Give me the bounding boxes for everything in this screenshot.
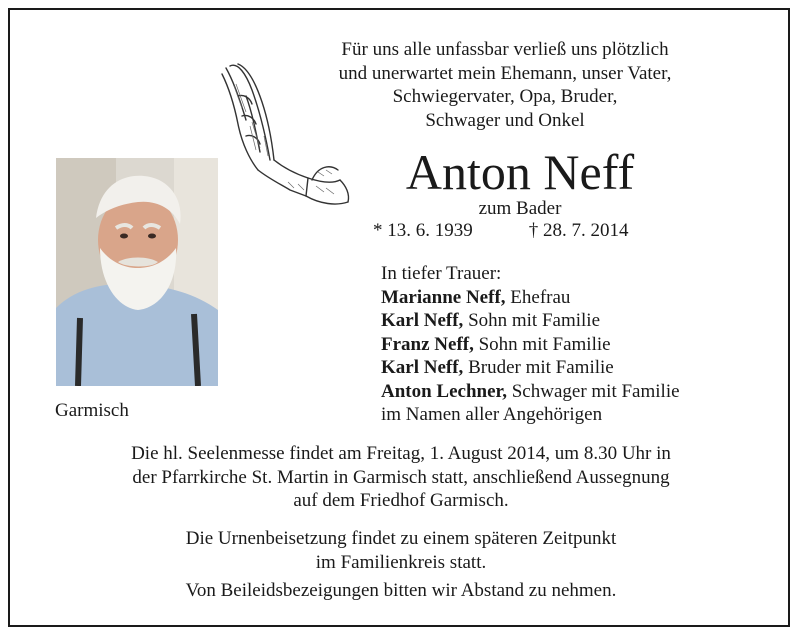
funeral-mass-info bbox=[30, 442, 772, 513]
condolence-line: Von Beileidsbezeigungen bitten wir Abstand zu nehmen. bbox=[185, 580, 617, 601]
mourner-relation: Schwager mit Familie bbox=[506, 380, 680, 402]
mourners-list bbox=[381, 262, 680, 427]
intro-line: Für uns alle unfassbar verließ uns plötzlich bbox=[341, 39, 669, 60]
mourner-row bbox=[381, 380, 680, 404]
mourner-relation: Bruder mit Familie bbox=[463, 357, 614, 378]
life-dates bbox=[373, 219, 629, 243]
birth-date: * 13. 6. 1939 bbox=[373, 220, 473, 241]
mass-line: auf dem Friedhof Garmisch. bbox=[293, 490, 509, 511]
urn-line: Die Urnenbeisetzung findet zu einem späteren Zeitpunkt bbox=[185, 528, 617, 549]
portrait-photo bbox=[56, 158, 218, 386]
praying-hands-icon bbox=[208, 56, 358, 216]
mourner-row bbox=[381, 356, 680, 380]
mourner-name: Anton Lechner, bbox=[381, 380, 507, 402]
mourner-name: Marianne Neff, bbox=[381, 286, 506, 308]
mourner-name: Franz Neff, bbox=[381, 333, 474, 355]
condolence-note bbox=[30, 579, 772, 603]
urn-burial-info bbox=[30, 527, 772, 574]
mourner-name: Karl Neff, bbox=[381, 310, 464, 331]
intro-line: Schwiegervater, Opa, Bruder, bbox=[392, 86, 618, 107]
mourner-row bbox=[381, 286, 680, 310]
mourner-relation: Sohn mit Familie bbox=[473, 333, 611, 355]
intro-line: und unerwartet mein Ehemann, unser Vater, bbox=[338, 62, 672, 84]
place-label: Garmisch bbox=[55, 400, 129, 421]
mass-line: Die hl. Seelenmesse findet am Freitag, 1. August 2014, um 8.30 Uhr in bbox=[131, 443, 671, 464]
mourner-relation: Sohn mit Familie bbox=[463, 310, 601, 331]
death-date: † 28. 7. 2014 bbox=[528, 220, 629, 241]
mourner-name: Karl Neff, bbox=[381, 357, 464, 378]
mourner-row bbox=[381, 333, 680, 357]
mourner-relation: Ehefrau bbox=[505, 286, 571, 308]
urn-line: im Familienkreis statt. bbox=[315, 551, 487, 573]
deceased-nickname: zum Bader bbox=[478, 198, 562, 219]
deceased-name: Anton Neff bbox=[405, 144, 635, 200]
intro-line: Schwager und Onkel bbox=[425, 109, 585, 131]
mourning-footer: im Namen aller Angehörigen bbox=[381, 404, 603, 425]
obituary-notice bbox=[8, 8, 790, 627]
mass-line: der Pfarrkirche St. Martin in Garmisch statt, anschließend Aussegnung bbox=[132, 466, 670, 488]
mourner-row bbox=[381, 309, 680, 333]
mourning-heading: In tiefer Trauer: bbox=[381, 263, 502, 284]
